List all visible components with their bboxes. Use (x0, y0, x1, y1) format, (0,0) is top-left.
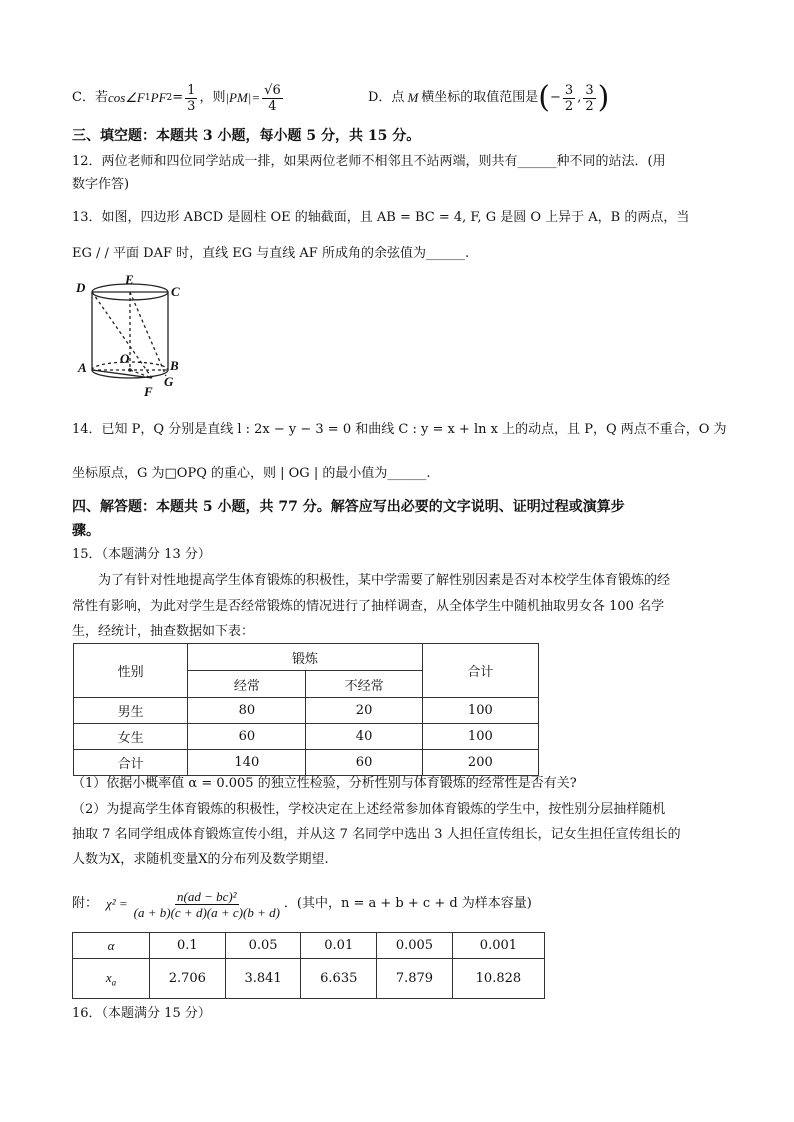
q12-line2: 数字作答) (72, 177, 130, 192)
q15-header: 15．（本题满分 13 分） (72, 547, 211, 562)
table-row (74, 698, 539, 724)
option-c-pf: PF (150, 90, 167, 105)
option-c-fraction (185, 83, 197, 114)
option-d-text: 横坐标的取值范围是 (421, 90, 539, 105)
cell: 合计 (74, 750, 188, 776)
fraction-den: 2 (585, 98, 594, 114)
q15-p2: 常性有影响，为此对学生是否经常锻炼的情况进行了抽样调查，从全体学生中随机抽取男女各 100 名学 (72, 599, 665, 614)
fraction-den: 4 (268, 98, 277, 114)
section-4-title-2: 骤。 (72, 523, 100, 539)
label-a: A (78, 360, 87, 375)
cell: 10.828 (452, 959, 544, 999)
cell: 60 (188, 724, 306, 750)
th-not: 不经常 (306, 671, 422, 698)
label-g: G (164, 374, 174, 389)
q12-line1: 12．两位老师和四位同学站成一排，如果两位老师不相邻且不站两端，则共有______种不同的站法．(用 (72, 154, 666, 169)
option-d-frac2 (583, 83, 595, 114)
q15-p3: 生，经统计，抽查数据如下表： (72, 624, 255, 639)
th-often: 经常 (188, 671, 306, 698)
cell: 7.879 (377, 959, 453, 999)
cell: 2.706 (150, 959, 226, 999)
cylinder-figure (72, 272, 192, 400)
q15-s2a: （2）为提高学生体育锻炼的积极性，学校决定在上述经常参加体育锻炼的学生中，按性别分层抽样随机 (72, 802, 666, 817)
cell: 80 (188, 698, 306, 724)
table-row (74, 750, 539, 776)
right-paren: ) (597, 80, 610, 115)
cell: 0.1 (150, 933, 226, 959)
label-b: B (170, 358, 179, 373)
cell: 20 (306, 698, 422, 724)
label-f: F (144, 384, 153, 399)
option-c-cos: cos∠F (107, 90, 145, 105)
q14-line2: 坐标原点，G 为□OPQ 的重心，则 | OG | 的最小值为______. (72, 466, 431, 481)
formula-note: ．(其中，n = a + b + c + d 为样本容量) (283, 896, 532, 911)
section-3-title: 三、填空题：本题共 3 小题，每小题 5 分，共 15 分。 (72, 128, 421, 144)
cell: 0.05 (225, 933, 301, 959)
appendix-formula (72, 884, 532, 924)
appendix-label: 附： (72, 896, 99, 911)
label-c: C (171, 284, 180, 299)
q13-line1: 13．如图，四边形 ABCD 是圆柱 OE 的轴截面，且 AB = BC = 4, F, G 是圆 O 上异于 A，B 的两点，当 (72, 210, 690, 225)
option-d-label: D．点 (368, 90, 405, 105)
fraction-num: 1 (187, 82, 196, 98)
option-d-m: M (407, 90, 419, 105)
q16-header: 16．（本题满分 15 分） (72, 1006, 211, 1021)
option-c-eq: = (172, 90, 184, 105)
th-exercise: 锻炼 (188, 644, 422, 671)
q13-line2: EG / / 平面 DAF 时，直线 EG 与直线 AF 所成角的余弦值为______. (72, 246, 470, 261)
q14-line1: 14．已知 P，Q 分别是直线 l : 2x − y − 3 = 0 和曲线 C : y = x + ln x 上的动点，且 P，Q 两点不重合，O 为 (72, 422, 727, 437)
section-4-title-1: 四、解答题：本题共 5 小题，共 77 分。解答应写出必要的文字说明、证明过程或演算步 (72, 499, 625, 515)
alpha-label: α (73, 933, 150, 959)
chi-square-symbol: χ² = (106, 896, 128, 911)
fraction-num: 3 (585, 82, 594, 98)
q15-p1: 为了有针对性地提高学生体育锻炼的积极性，某中学需要了解性别因素是否对本校学生体育锻炼的经 (98, 573, 671, 588)
fraction-num: n(ad − bc)² (176, 888, 237, 904)
cell: 6.635 (301, 959, 377, 999)
th-total: 合计 (422, 644, 538, 698)
x-symbol: x (105, 969, 112, 985)
option-c-then: ，则 (199, 90, 226, 105)
fraction-den: 2 (564, 98, 574, 114)
survey-table (73, 643, 539, 776)
th-gender: 性别 (74, 644, 188, 698)
fraction-den: (a + b)(c + d)(a + c)(b + d) (133, 904, 280, 920)
fraction-den: 3 (187, 98, 196, 114)
q15-s1: （1）依据小概率值 α = 0.005 的独立性检验，分析性别与体育锻炼的经常性是否有关? (72, 776, 577, 791)
cell: 40 (306, 724, 422, 750)
table-row (73, 959, 545, 999)
option-d-frac1 (563, 83, 575, 114)
fraction-num: 3 (564, 82, 574, 98)
chi-fraction (132, 889, 282, 920)
critical-value-table (72, 932, 545, 999)
cell: 100 (422, 724, 538, 750)
fraction-num: √6 (264, 82, 281, 98)
cell: 0.005 (377, 933, 453, 959)
q15-s2c: 人数为X，求随机变量X的分布列及数学期望. (72, 852, 329, 867)
cell: 60 (306, 750, 422, 776)
option-c: C．若 cos∠F 1 PF 2 = $\frac{1}{3}$ ，则 |PM|= $\frac{√6}{4}$ (72, 82, 281, 114)
label-o: O (120, 351, 130, 366)
table-row (74, 724, 539, 750)
x-label (73, 959, 150, 999)
option-c-label: C．若 (72, 90, 108, 105)
option-d: D．点 M 横坐标的取值范围是 ( − $\frac{3}{2}$ , $\frac{3}{2}$ ) (368, 80, 610, 115)
label-d: D (76, 280, 86, 295)
left-paren: ( (538, 80, 551, 115)
cell: 0.01 (301, 933, 377, 959)
cell: 男生 (74, 698, 188, 724)
cell: 0.001 (452, 933, 544, 959)
cell: 女生 (74, 724, 188, 750)
cell: 140 (188, 750, 306, 776)
cell: 200 (422, 750, 538, 776)
option-c-fraction2 (262, 83, 283, 114)
cell: 3.841 (225, 959, 301, 999)
label-e: E (125, 272, 134, 287)
q15-s2b: 抽取 7 名同学组成体育锻炼宣传小组，并从这 7 名同学中选出 3 人担任宣传组长，记女生担任宣传组长的 (72, 827, 681, 842)
x-subscript: a (111, 977, 117, 988)
option-c-pm: |PM|= (225, 90, 261, 105)
cell: 100 (422, 698, 538, 724)
table-row (73, 933, 545, 959)
